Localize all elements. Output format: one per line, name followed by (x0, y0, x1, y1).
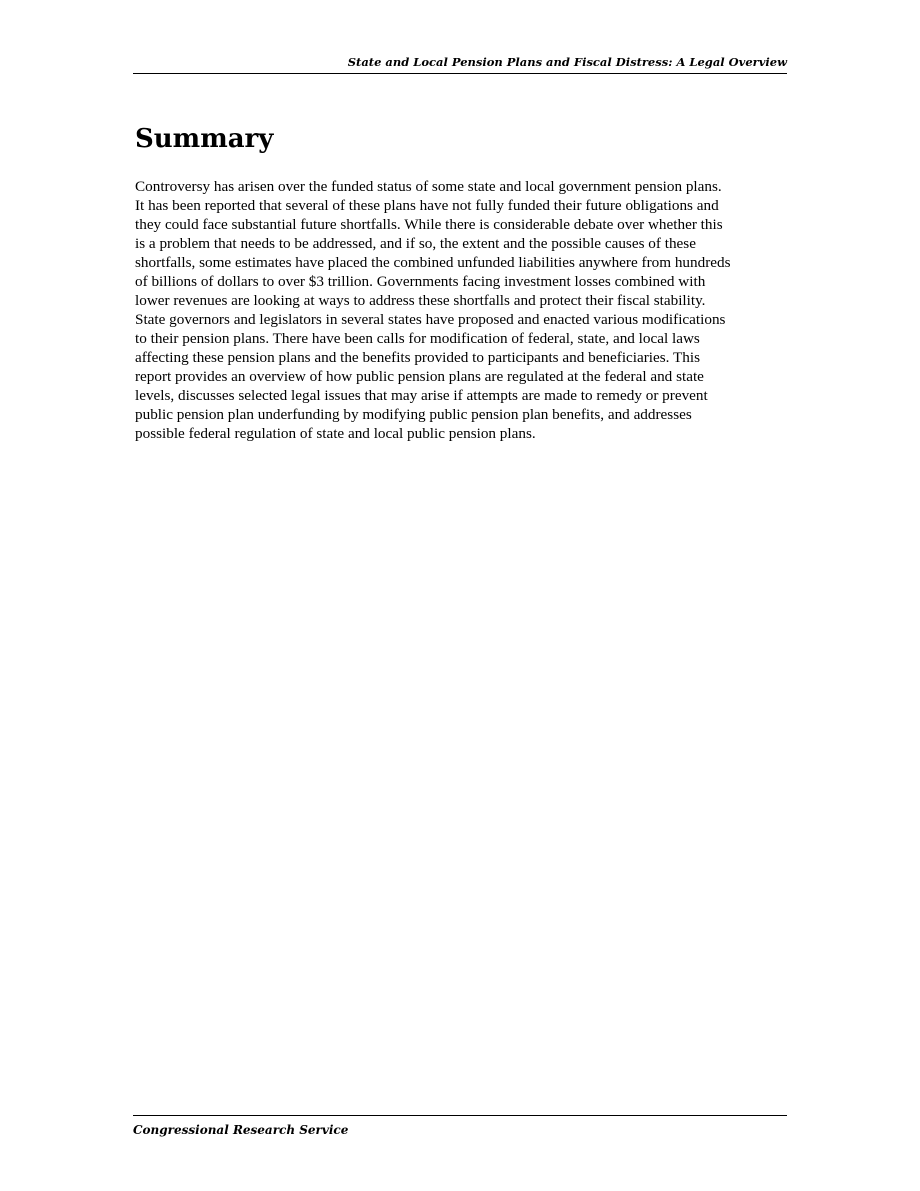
summary-line: report provides an overview of how public pension plans are regulated at the federal and state (135, 368, 704, 385)
page-title: Summary (135, 124, 274, 154)
summary-line: Controversy has arisen over the funded status of some state and local government pension plans. (135, 178, 722, 195)
summary-line: is a problem that needs to be addressed, and if so, the extent and the possible causes of these (135, 235, 696, 252)
summary-line: levels, discusses selected legal issues that may arise if attempts are made to remedy or prevent (135, 387, 708, 404)
summary-line: shortfalls, some estimates have placed the combined unfunded liabilities anywhere from hundreds (135, 254, 731, 271)
running-footer (133, 1115, 787, 1138)
summary-paragraph (135, 177, 790, 443)
summary-line: public pension plan underfunding by modifying public pension plan benefits, and addresses (135, 406, 692, 423)
summary-line: State governors and legislators in several states have proposed and enacted various modifications (135, 311, 726, 328)
summary-line: affecting these pension plans and the benefits provided to participants and beneficiaries. This (135, 349, 700, 366)
summary-line: It has been reported that several of these plans have not fully funded their future obligations and (135, 197, 719, 214)
summary-line: lower revenues are looking at ways to address these shortfalls and protect their fiscal stability. (135, 292, 706, 309)
summary-line: of billions of dollars to over $3 trillion. Governments facing investment losses combined with (135, 273, 706, 290)
summary-line: to their pension plans. There have been calls for modification of federal, state, and local laws (135, 330, 700, 347)
summary-line: possible federal regulation of state and local public pension plans. (135, 425, 536, 442)
running-header (133, 55, 787, 74)
footer-organization: Congressional Research Service (133, 1123, 349, 1137)
summary-line: they could face substantial future shortfalls. While there is considerable debate over whether this (135, 216, 723, 233)
running-header-title: State and Local Pension Plans and Fiscal Distress: A Legal Overview (347, 55, 787, 69)
